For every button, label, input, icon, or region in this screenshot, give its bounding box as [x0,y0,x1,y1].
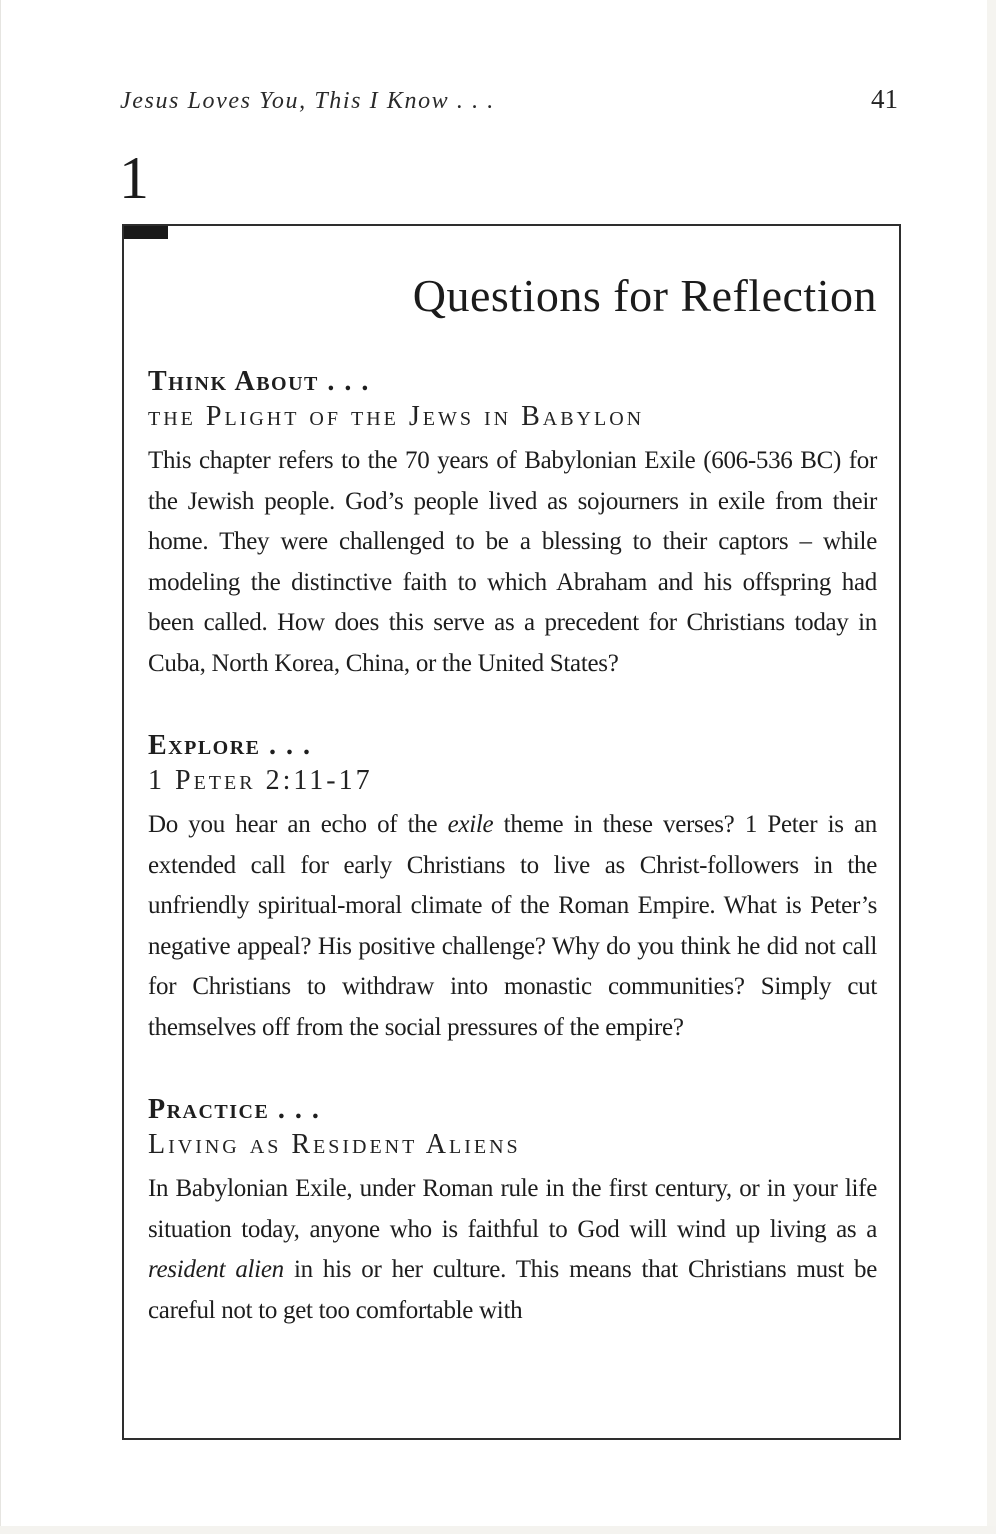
section-paragraph [148,1169,877,1331]
section-think-about [148,364,877,684]
page-edge-left [0,0,1,1534]
page-edge-bottom [0,1526,996,1534]
section-subheading-practice: Living as Resident Aliens [148,1129,521,1161]
section-heading-think-about: Think About . . . [148,366,370,398]
section-paragraph [148,441,877,684]
paragraph-italic-text: exile [447,811,494,839]
chapter-number: 1 [119,145,149,211]
corner-tab-decoration [122,224,168,239]
paragraph-text: in his or her culture. This means that Christians must be careful not to get too comfortable with [148,1256,877,1324]
page-edge-right [987,0,996,1534]
page-number: 41 [871,84,898,114]
reflection-box [122,224,901,1440]
paragraph-text: theme in these verses? 1 Peter is an extended call for early Christians to live as Christ-followers in the unfriendly spiritual-moral climate of the Roman Empire. What is Peter’s negative appeal? His positive challenge? Why do you think he did not call for Christians to withdraw into monastic communities? Simply cut themselves off from the social pressures of the empire? [148,811,877,1041]
section-subheading-think-about: the Plight of the Jews in Babylon [148,401,645,433]
section-subheading-explore: 1 Peter 2:11-17 [148,765,373,797]
running-header-title: Jesus Loves You, This I Know . . . [120,88,495,114]
paragraph-text: This chapter refers to the 70 years of Babylonian Exile (606-536 BC) for the Jewish people. God’s people lived as sojourners in exile from their home. They were challenged to be a blessing to their captors – while modeling the distinctive faith to which Abraham and his offspring had been called. How does this serve as a precedent for Christians today in Cuba, North Korea, China, or the United States? [148,447,877,677]
section-heading-explore: Explore . . . [148,730,312,762]
paragraph-italic-text: resident alien [148,1256,284,1284]
section-practice [148,1092,877,1331]
section-paragraph [148,805,877,1048]
box-title: Questions for Reflection [412,270,877,321]
running-header [120,84,898,115]
section-heading-practice: Practice . . . [148,1094,321,1126]
section-explore [148,728,877,1048]
paragraph-text: In Babylonian Exile, under Roman rule in the first century, or in your life situation today, anyone who is faithful to God will wind up living as a [148,1175,877,1243]
paragraph-text: Do you hear an echo of the [148,811,448,839]
